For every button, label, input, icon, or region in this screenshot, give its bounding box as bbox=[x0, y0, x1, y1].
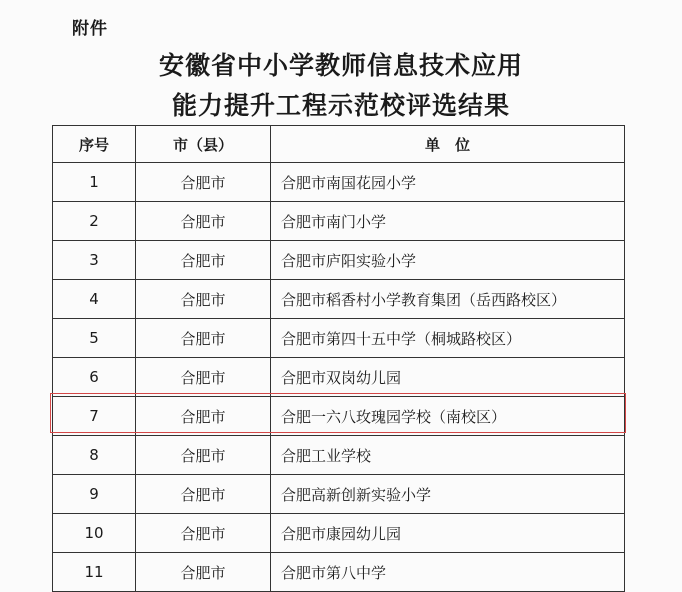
header-city: 市（县） bbox=[136, 126, 271, 163]
row-unit: 合肥高新创新实验小学 bbox=[271, 475, 625, 514]
row-city: 合肥市 bbox=[136, 319, 271, 358]
row-city: 合肥市 bbox=[136, 202, 271, 241]
row-city: 合肥市 bbox=[136, 163, 271, 202]
row-index: 7 bbox=[53, 397, 136, 436]
row-index: 1 bbox=[53, 163, 136, 202]
row-index: 3 bbox=[53, 241, 136, 280]
row-index: 5 bbox=[53, 319, 136, 358]
document-title-line-2: 能力提升工程示范校评选结果 bbox=[171, 91, 510, 120]
row-index: 9 bbox=[53, 475, 136, 514]
row-unit: 合肥市第四十五中学（桐城路校区） bbox=[271, 319, 625, 358]
header-unit: 单 位 bbox=[271, 126, 625, 163]
table-row bbox=[53, 514, 625, 553]
table-row bbox=[53, 202, 625, 241]
row-unit: 合肥市南门小学 bbox=[271, 202, 625, 241]
row-index: 8 bbox=[53, 436, 136, 475]
table-header-row bbox=[53, 126, 625, 163]
table-row bbox=[53, 358, 625, 397]
table-row bbox=[53, 280, 625, 319]
row-unit: 合肥市南国花园小学 bbox=[271, 163, 625, 202]
row-city: 合肥市 bbox=[136, 280, 271, 319]
row-city: 合肥市 bbox=[136, 241, 271, 280]
row-city: 合肥市 bbox=[136, 358, 271, 397]
row-city: 合肥市 bbox=[136, 436, 271, 475]
attachment-label: 附件 bbox=[72, 19, 108, 39]
row-city: 合肥市 bbox=[136, 397, 271, 436]
table-row bbox=[53, 436, 625, 475]
row-city: 合肥市 bbox=[136, 475, 271, 514]
row-city: 合肥市 bbox=[136, 553, 271, 592]
row-unit: 合肥市康园幼儿园 bbox=[271, 514, 625, 553]
row-index: 11 bbox=[53, 553, 136, 592]
row-unit: 合肥市第八中学 bbox=[271, 553, 625, 592]
row-index: 4 bbox=[53, 280, 136, 319]
table-row bbox=[53, 163, 625, 202]
row-unit: 合肥市双岗幼儿园 bbox=[271, 358, 625, 397]
row-city: 合肥市 bbox=[136, 514, 271, 553]
table-row bbox=[53, 319, 625, 358]
row-index: 6 bbox=[53, 358, 136, 397]
row-unit: 合肥工业学校 bbox=[271, 436, 625, 475]
table-row-highlighted bbox=[53, 397, 625, 436]
row-index: 10 bbox=[53, 514, 136, 553]
row-unit: 合肥市庐阳实验小学 bbox=[271, 241, 625, 280]
results-table bbox=[52, 125, 625, 592]
header-index: 序号 bbox=[53, 126, 136, 163]
table-row bbox=[53, 475, 625, 514]
row-unit: 合肥市稻香村小学教育集团（岳西路校区） bbox=[271, 280, 625, 319]
row-unit: 合肥一六八玫瑰园学校（南校区） bbox=[271, 397, 625, 436]
row-index: 2 bbox=[53, 202, 136, 241]
table-row bbox=[53, 241, 625, 280]
document-title-line-1: 安徽省中小学教师信息技术应用 bbox=[158, 51, 523, 80]
table-row bbox=[53, 553, 625, 592]
